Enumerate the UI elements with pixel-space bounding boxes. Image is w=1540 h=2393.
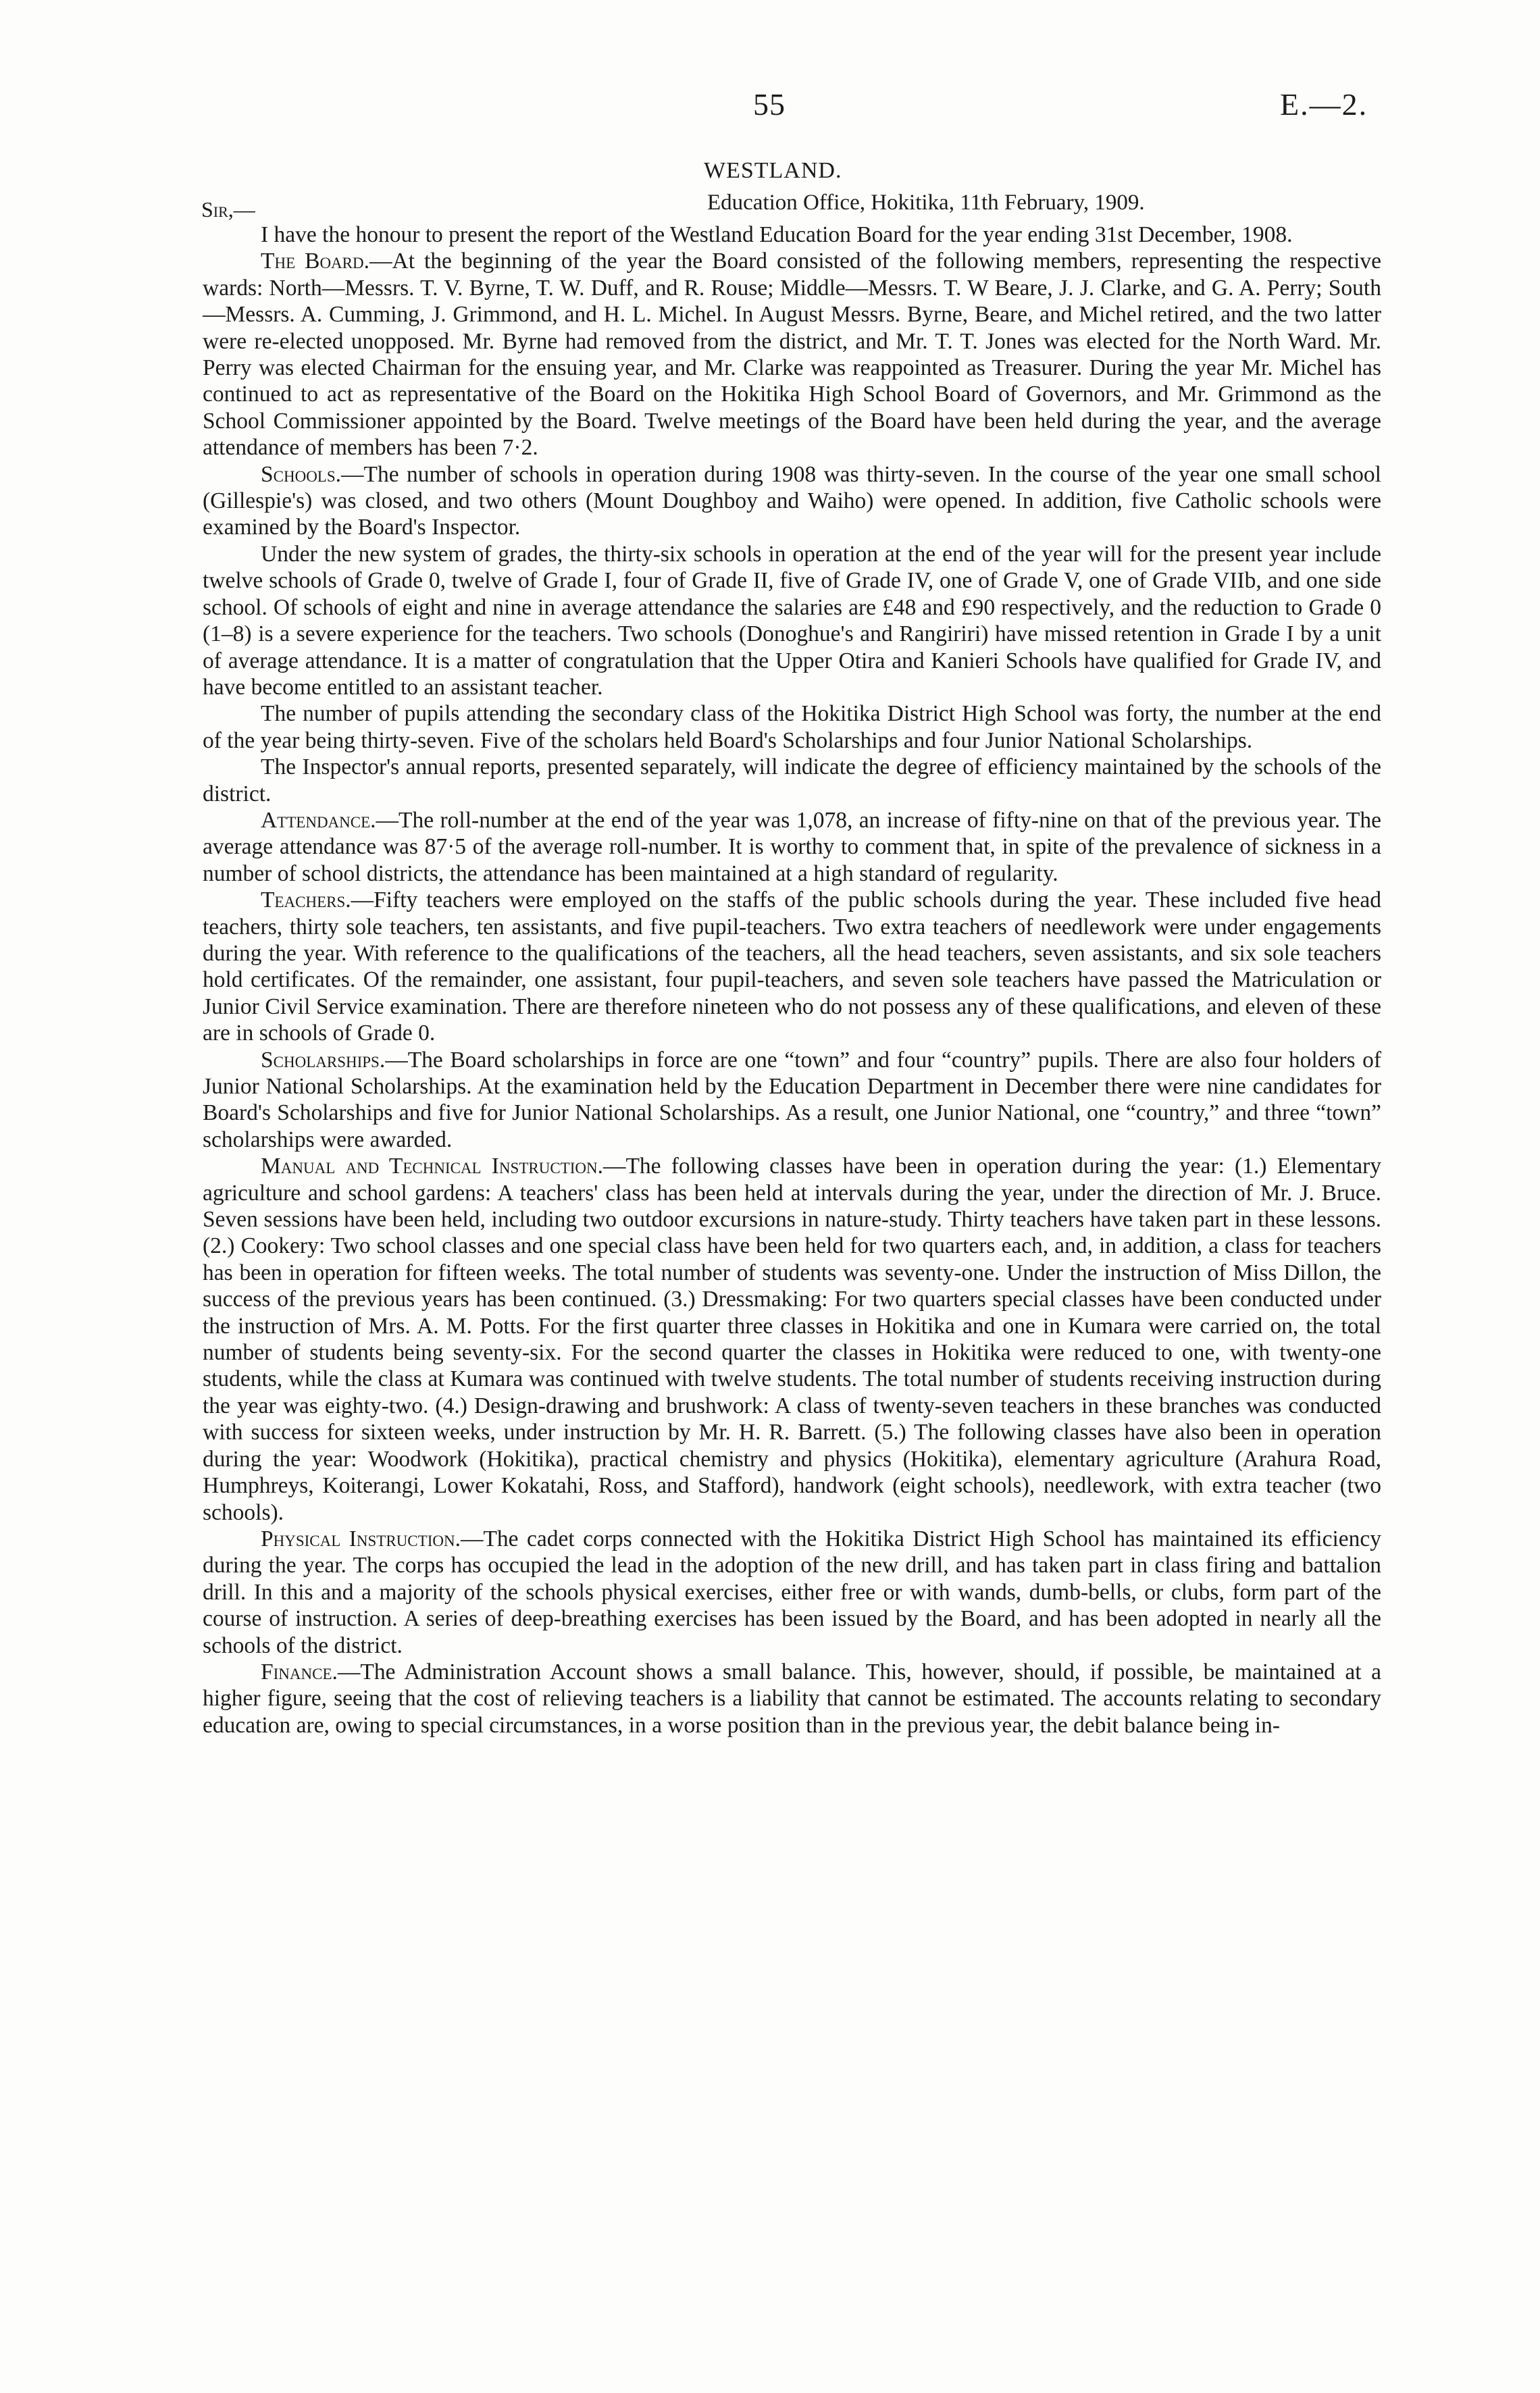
section-heading: Attendance. [261, 807, 376, 833]
paragraph [203, 887, 1381, 1046]
paragraph-text: —The following classes have been in operation during the year: (1.) Elementary agriculture and school gardens: A teachers' class has been held at intervals during the year, under the direction of Mr. J. Bruce. Seven sessions have been held, including two outdoor excursions in nature-study. Thirty teachers have taken part in these lessons. (2.) Cookery: Two school classes and one special class have been held for two quarters each, and, in addition, a class for teachers has been in operation for fifteen weeks. The total number of students was seventy-one. Under the instruction of Miss Dillon, the success of the previous years has been continued. (3.) Dressmaking: For two quarters special classes have been conducted under the instruction of Mrs. A. M. Potts. For the first quarter three classes in Hokitika and one in Kumara were carried on, the total number of students being seventy-six. For the second quarter the classes in Hokitika were reduced to one, with twenty-one students, while the class at Kumara was continued with twelve students. The total number of students receiving instruction during the year was eighty-two. (4.) Design-drawing and brushwork: A class of twenty-seven teachers in these branches was conducted with success for sixteen weeks, under instruction by Mr. H. R. Barrett. (5.) The following classes have also been in operation during the year: Woodwork (Hokitika), practical chemistry and physics (Hokitika), elementary agriculture (Arahura Road, Humphreys, Koiterangi, Lower Kokatahi, Ross, and Stafford), handwork (eight schools), needlework, with extra teacher (two schools). [203, 1154, 1382, 1525]
report-title: WESTLAND. [704, 158, 842, 183]
section-heading: Teachers. [261, 887, 351, 913]
paragraph [203, 754, 1381, 807]
paragraph-text: —The Board scholarships in force are one “town” and four “country” pupils. There are also four holders of Junior National Scholarships. At the examination held by the Education Department in December there were nine candidates for Board's Scholarships and five for Junior National Scholarships. As a result, one Junior National, one “country,” and three “town” scholarships were awarded. [203, 1047, 1381, 1152]
paragraph-text: The Inspector's annual reports, presented separately, will indicate the degree of efficiency maintained by the schools of the district. [203, 754, 1381, 806]
paragraph-text: —The roll-number at the end of the year was 1,078, an increase of fifty-nine on that of the previous year. The average attendance was 87·5 of the average roll-number. It is worthy to comment that, in spite of the prevalence of sickness in a number of school districts, the attendance has been maintained at a high standard of regularity. [203, 807, 1381, 886]
section-heading: Finance. [261, 1659, 338, 1684]
paragraph [203, 248, 1381, 461]
paragraph [203, 700, 1381, 754]
document-reference: E.—2. [1280, 87, 1368, 122]
paragraph [203, 541, 1381, 700]
paragraph [203, 1153, 1381, 1526]
paragraph-text: —The Administration Account shows a small balance. This, however, should, if possible, be maintained at a higher figure, seeing that the cost of relieving teachers is a liability that cannot be estimated. The accounts relating to secondary education are, owing to special circumstances, in a worse position than in the previous year, the debit balance being in- [203, 1659, 1381, 1738]
section-heading: Physical Instruction. [261, 1526, 461, 1551]
section-heading: Schools. [261, 461, 342, 487]
report-body [203, 222, 1381, 1739]
paragraph [203, 461, 1381, 541]
paragraph [203, 807, 1381, 887]
paragraph-text: —Fifty teachers were employed on the staffs of the public schools during the year. These included five head teachers, thirty sole teachers, ten assistants, and five pupil-teachers. Two extra teachers of needlework were under engagements during the year. With reference to the qualifications of the teachers, all the head teachers, seven assistants, and six sole teachers hold certificates. Of the remainder, one assistant, four pupil-teachers, and seven sole teachers have passed the Matriculation or Junior Civil Service examination. There are therefore nineteen who do not possess any of these qualifications, and eleven of these are in schools of Grade 0. [203, 887, 1381, 1046]
section-heading: The Board. [261, 249, 369, 274]
paragraph [203, 1047, 1381, 1154]
paragraph-text: Under the new system of grades, the thirty-six schools in operation at the end of the year will for the present year include twelve schools of Grade 0, twelve of Grade I, four of Grade II, five of Grade IV, one of Grade V, one of Grade VIIb, and one side school. Of schools of eight and nine in average attendance the salaries are £48 and £90 respectively, and the reduction to Grade 0 (1–8) is a severe experience for the teachers. Two schools (Donoghue's and Rangiriri) have missed retention in Grade I by a unit of average attendance. It is a matter of congratulation that the Upper Otira and Kanieri Schools have qualified for Grade IV, and have become entitled to an assistant teacher. [203, 541, 1381, 700]
paragraph [203, 1659, 1381, 1739]
paragraph-text: —The cadet corps connected with the Hokitika District High School has maintained its efficiency during the year. The corps has occupied the lead in the adoption of the new drill, and has taken part in class firing and battalion drill. In this and a majority of the schools physical exercises, either free or with wands, dumb-bells, or clubs, form part of the course of instruction. A series of deep-breathing exercises has been issued by the Board, and has been adopted in nearly all the schools of the district. [203, 1526, 1381, 1658]
paragraph [203, 222, 1381, 248]
paragraph-text: The number of pupils attending the secondary class of the Hokitika District High School was forty, the number at the end of the year being thirty-seven. Five of the scholars held Board's Scholarships and four Junior National Scholarships. [203, 701, 1381, 753]
dateline: Education Office, Hokitika, 11th February, 1909. [707, 190, 1145, 215]
paragraph-text: I have the honour to present the report of the Westland Education Board for the year ending 31st December, 1908. [261, 222, 1293, 247]
page-number: 55 [753, 87, 786, 122]
section-heading: Scholarships. [261, 1047, 386, 1073]
salutation: Sir,— [201, 197, 255, 222]
paragraph-text: —At the beginning of the year the Board consisted of the following members, representing the respective wards: North—Messrs. T. V. Byrne, T. W. Duff, and R. Rouse; Middle—Messrs. T. W Beare, J. J. Clarke, and G. A. Perry; South—Messrs. A. Cumming, J. Grimmond, and H. L. Michel. In August Messrs. Byrne, Beare, and Michel retired, and the two latter were re-elected unopposed. Mr. Byrne had removed from the district, and Mr. T. T. Jones was elected for the North Ward. Mr. Perry was elected Chairman for the ensuing year, and Mr. Clarke was reappointed as Treasurer. During the year Mr. Michel has continued to act as representative of the Board on the Hokitika High School Board of Governors, and Mr. Grimmond as the School Commissioner appointed by the Board. Twelve meetings of the Board have been held during the year, and the average attendance of members has been 7·2. [203, 249, 1381, 461]
section-heading: Manual and Technical Instruction. [261, 1154, 603, 1179]
paragraph-text: —The number of schools in operation during 1908 was thirty-seven. In the course of the year one small school (Gillespie's) was closed, and two others (Mount Doughboy and Waiho) were opened. In addition, five Catholic schools were examined by the Board's Inspector. [203, 461, 1381, 540]
paragraph [203, 1526, 1381, 1659]
